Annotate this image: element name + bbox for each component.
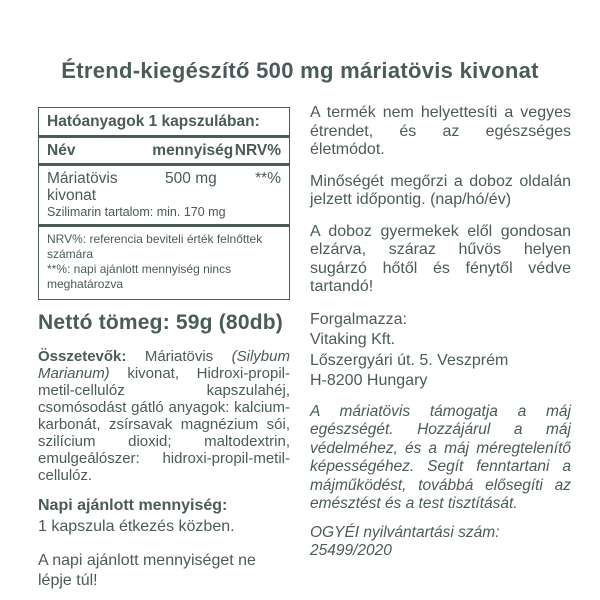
column-header-name: Név [47, 142, 76, 159]
overdose-warning: A napi ajánlott mennyiséget ne lépje túl! [38, 552, 256, 589]
net-weight: Nettó tömeg: 59g (80db) [38, 311, 283, 334]
left-column [38, 107, 290, 590]
table-title: Hatóanyagok 1 kapszulában: [39, 108, 289, 138]
product-title: Étrend-kiegészítő 500 mg máriatövis kivonat [61, 58, 539, 83]
table-column-headers [39, 138, 289, 166]
table-subrow-silymarin: Szilimarin tartalom: min. 170 mg [39, 204, 289, 227]
ingredients-text-rest: kivonat, Hidroxi-propil-metil-cellulóz kapszulahéj, csomósodást gátló anyagok: kalcium-karbonát, zsírsavak magnézium sói, szilícium dioxid; maltodextrin, emulgeálószer: hidroxi-propil-metil-cellulóz. [38, 365, 290, 484]
daily-dose-heading: Napi ajánlott mennyiség: [38, 497, 228, 514]
health-claim: A máriatövis támogatja a máj egészségét. Hozzájárul a máj védelméhez, és a máj méregtelenítő képességéhez. Segít fenntartani a májműködést, továbbá elősegíti az emésztést és a test tisztítását. [310, 402, 571, 512]
distributor-street: Lőszergyári út. 5. Veszprém [310, 351, 509, 369]
column-header-nrv: NRV% [234, 142, 281, 159]
table-footnotes [39, 227, 289, 299]
table-row [39, 166, 289, 204]
footnote-stars: **%: napi ajánlott mennyiség nincs meghatározva [47, 262, 232, 291]
registration-number: OGYÉI nyilvántartási szám: 25499/2020 [310, 523, 500, 559]
footnote-nrv: NRV%: referencia beviteli érték felnőttek számára [47, 232, 263, 261]
active-ingredients-table [38, 107, 290, 300]
ingredient-name: Máriatövis kivonat [47, 170, 118, 204]
ingredients-paragraph [38, 348, 290, 484]
ingredients-label: Összetevők: [38, 348, 127, 365]
ingredients-text-start: Máriatövis [126, 348, 232, 365]
ingredient-amount: 500 mg [165, 170, 217, 187]
daily-dose-text: 1 kapszula étkezés közben. [38, 518, 235, 535]
right-column [310, 104, 571, 561]
ingredient-nrv: **% [255, 170, 281, 187]
storage-notice: A doboz gyermekek elől gondosan elzárva, száraz hűvös helyen sugárzó hőtől és fénytől védve tartandó! [310, 222, 571, 295]
column-header-amount: mennyiség [152, 142, 234, 159]
distributor-block [310, 310, 571, 392]
ingredients-latin-name: (Silybum Marianum) [38, 348, 290, 382]
distributor-country: H-8200 Hungary [310, 372, 428, 389]
distributor-label: Forgalmazza: [310, 310, 407, 328]
distributor-name: Vitaking Kft. [310, 331, 396, 348]
varied-diet-notice: A termék nem helyettesíti a vegyes étrendet, és az egészséges életmódot. [310, 104, 571, 158]
best-before-notice: Minőségét megőrzi a doboz oldalán jelzett időpontig. (nap/hó/év) [310, 172, 571, 208]
